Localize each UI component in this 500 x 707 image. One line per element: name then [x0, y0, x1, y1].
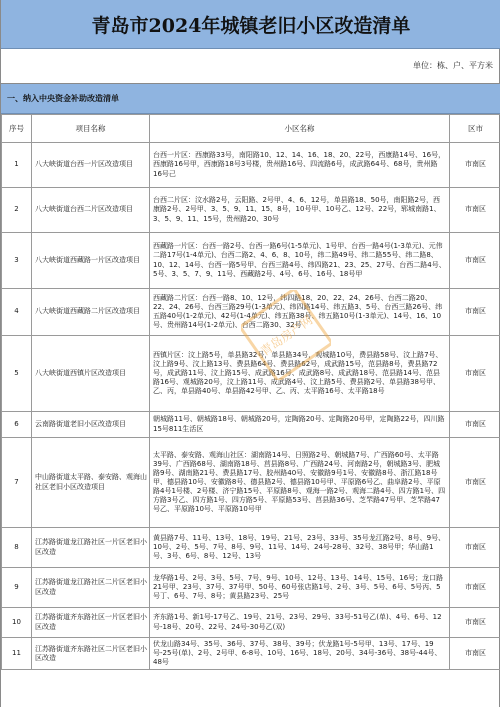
community-list: 龙华路1号、2号、3号、5号、7号、9号、10号、12号、13号、14号、15号、16号；龙口路21号甲、23号、37号、37号甲、50号、60号张店路1号、2号、3号、5号、6号、5号丙、5号丁、6号、7号、8号；黄县路23号、25号: [150, 568, 450, 608]
table-row: [2, 438, 500, 528]
table-row: [2, 143, 500, 188]
table-row: [2, 233, 500, 289]
community-list: 西藏路一片区：台西一路2号、台西一路6号(1-5单元)、1号甲、台西一路4号(1-3单元)、元伟二路17号(1-4单元)、台西二路2、4、6、8、10号，纬二路49号、纬二路55号、纬二路8、10、12、14号、台西一路5号甲、台西三路4号、纬四路21、23、25、27号、台西二路4号、5号、3、5、7、9、11号、西藏路2号、4号、6号、16号、18号甲: [150, 233, 450, 289]
district: 市南区: [450, 638, 500, 670]
table-row: [2, 568, 500, 608]
project-name: 八大峡街道西藏路二片区改造项目: [32, 289, 150, 336]
page-title: 青岛市2024年城镇老旧小区改造清单: [91, 14, 411, 37]
row-number: 7: [2, 438, 32, 528]
table-row: [2, 638, 500, 670]
community-list: 黄县路7号、11号、13号、18号、19号、21号、23号、33号、35号龙江路2号、8号、9号、10号、2号、5号、7号、8号、9号、11号、14号、24号-28号、32号、38号甲；华山路1号、3号、6号、8号、12号、13号: [150, 528, 450, 568]
project-name: 八大峡街道西藏路一片区改造项目: [32, 233, 150, 289]
row-number: 9: [2, 568, 32, 608]
project-name: 八大峡街道西镇片区改造项目: [32, 336, 150, 412]
watermark-text: 青岛房产网: [257, 312, 316, 359]
table-header-row: [2, 115, 500, 143]
table-row: [2, 608, 500, 638]
project-name: 八大峡街道台西二片区改造项目: [32, 188, 150, 233]
title-bar: [1, 0, 500, 49]
project-name: 江苏路街道齐东路社区二片区老旧小区改造: [32, 638, 150, 670]
row-number: 4: [2, 289, 32, 336]
project-name: 江苏路街道齐东路社区一片区老旧小区改造: [32, 608, 150, 638]
section-title: 一、纳入中央资金补助改造清单: [7, 94, 119, 103]
project-name: 云南路街道老旧小区改造项目: [32, 412, 150, 438]
row-number: 3: [2, 233, 32, 289]
table-row: [2, 289, 500, 336]
project-name: 江苏路街道龙江路社区一片区老旧小区改造: [32, 528, 150, 568]
row-number: 8: [2, 528, 32, 568]
row-number: 5: [2, 336, 32, 412]
district: 市南区: [450, 143, 500, 188]
row-number: 2: [2, 188, 32, 233]
unit-row: [1, 48, 500, 84]
community-list: 太平路、泰安路、观海山社区：湖南路14号、日照路2号、朝城路7号、广西路60号、太平路39号、广西路68号、湖南路18号、莒县路8号、广西路24号、河南路2号，朝城路3号、肥城路9号、湖南路21号、费县路17号、胶州路40号、安徽路9号1号、安徽路8号、浙江路18号甲、德县路10号、安徽路8号、德县路2号、德县路10号甲、平原路6号乙、曲阜路2号、平原路4号1号楼、2号楼、济宁路15号、平原路8号、观海一路2号、观海二路4号、四方路1号、四方路3号乙、四方路1号、四方路5号、平原路53号、莒县路36号、芝罘路47号甲、芝罘路47号乙、平原路10号、平原路10号甲: [150, 438, 450, 528]
row-number: 1: [2, 143, 32, 188]
community-list: 台西二片区：汶水路2号，云阳路、2号甲、4、6、12号，单县路18、50号，南阳路2号，西康路2号、2号甲、3、5、9、11、15、8号，10号甲、10号乙、12号、22号，郓城南路1、3、5、9、11、15号，贵州路20、30号: [150, 188, 450, 233]
district: 市南区: [450, 188, 500, 233]
table-row: [2, 528, 500, 568]
district: 市南区: [450, 289, 500, 336]
project-name: 中山路街道太平路、泰安路、观海山社区老旧小区改造项目: [32, 438, 150, 528]
district: 市南区: [450, 568, 500, 608]
district: 市南区: [450, 233, 500, 289]
district: 市南区: [450, 608, 500, 638]
row-number: 10: [2, 608, 32, 638]
community-list: 西镇片区：汶上路5号，单县路32号，单县路34号，观城路10号，费县路58号、汶上路7号、汶上路9号、汶上路13号、费县路64号、费县路62号，成武路15号，范县路8号，费县路72号，成武路11号、汶上路15号、成武路16号、成武路8号、成武路18号、范县路14号、范县路16号、观城路20号，汶上路11号、成武路4号、汶上路5号、费县路2号、单县路38号甲、乙、丙，单县路40号、单县路42号甲、乙、丙、太平路16号、太平路18号: [150, 336, 450, 412]
district: 市南区: [450, 336, 500, 412]
table-row: [2, 412, 500, 438]
column-header-community: 小区名称: [150, 115, 450, 143]
renovation-table: [1, 114, 500, 670]
column-header-no: 序号: [2, 115, 32, 143]
district: 市南区: [450, 528, 500, 568]
community-list: 台西一片区：西康路33号，南阳路10、12、14、16、18、20、22号，西康路14号、16号，西康路16号甲，西康路18号3号楼，贵州路16号、四流路6号，成武路64号、68号，贵州路16号己: [150, 143, 450, 188]
project-name: 八大峡街道台西一片区改造项目: [32, 143, 150, 188]
project-name: 江苏路街道龙江路社区二片区老旧小区改造: [32, 568, 150, 608]
unit-note: 单位：栋、户、平方米: [413, 61, 493, 70]
table-row: [2, 336, 500, 412]
row-number: 11: [2, 638, 32, 670]
column-header-project: 项目名称: [32, 115, 150, 143]
district: 市南区: [450, 438, 500, 528]
district: 市南区: [450, 412, 500, 438]
column-header-district: 区市: [450, 115, 500, 143]
row-number: 6: [2, 412, 32, 438]
community-list: 朝城路11号、朝城路18号、朝城路20号，定陶路20号、定陶路20号甲，定陶路22号，四川路15号811生活区: [150, 412, 450, 438]
section-header: [1, 84, 500, 114]
community-list: 齐东路1号、新1号-17号乙、19号、21号、23号、29号、33号-51号乙(单)、4号、6号、12号-18号、20号、22号、24号-30号乙(双): [150, 608, 450, 638]
community-list: 西藏路二片区：台西一路8、10、12号，纬四路18、20、22、24、26号、台西二路20、22、24、26号、台西三路29号(1-3单元)、纬四路14号、纬五路3、5号、台西三路26号、纬五路40号(1-2单元)、42号(1-4单元)、纬五路38号、纬五路10号(1-3单元)、14号、16、10号、贵州路14号(1-2单元)、台西二路30、32号: [150, 289, 450, 336]
community-list: 伏龙山路34号、35号、36号、37号、38号、39号；伏龙路1号-5号甲、13号、17号、19号-25号(单)、2号、2号甲、6-8号、10号、16号、18号、20号、34号-36号、38号-44号、48号: [150, 638, 450, 670]
table-row: [2, 188, 500, 233]
